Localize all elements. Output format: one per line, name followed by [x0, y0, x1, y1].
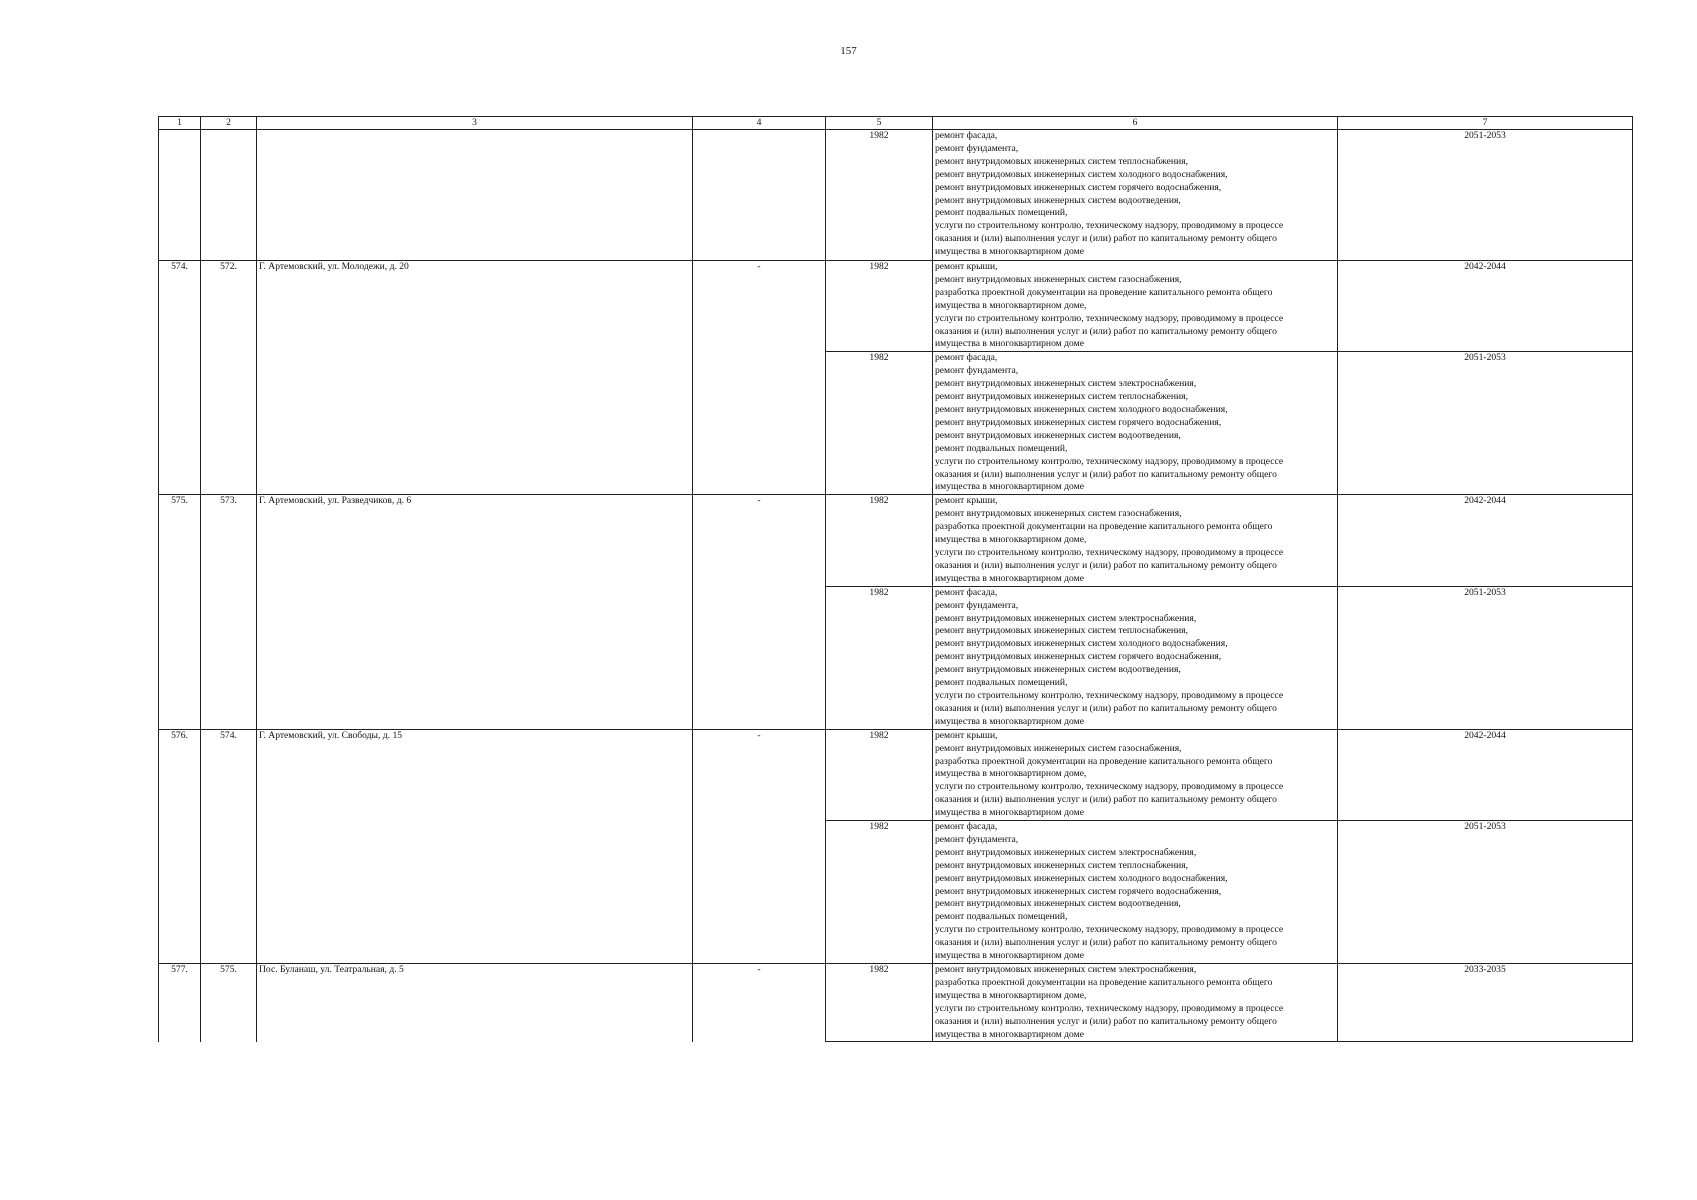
column-4-cell: -	[693, 495, 826, 729]
address-cell	[257, 130, 693, 261]
table-row	[159, 964, 1633, 1042]
period-cell: 2033-2035	[1338, 964, 1633, 1042]
year-cell: 1982	[826, 352, 933, 495]
period-cell: 2051-2053	[1338, 352, 1633, 495]
column-header: 3	[257, 117, 693, 130]
register-number-cell: 575.	[201, 964, 257, 1042]
column-4-cell	[693, 130, 826, 261]
table-row	[159, 729, 1633, 820]
register-number-cell: 573.	[201, 495, 257, 729]
works-cell: ремонт фасада, ремонт фундамента, ремонт внутридомовых инженерных систем электроснабжения, ремонт внутридомовых инженерных систем теплоснабжения, ремонт внутридомовых инженерных систем холодного водоснабжения, ремонт внутридомовых инженерных систем горячего водоснабжения, ремонт внутридомовых инженерных систем водоотведения, ремонт подвальных помещений, услуги по строительному контролю, техническому надзору, проводимому в процессе оказания и (или) выполнения услуг и (или) работ по капитальному ремонту общего имущества в многоквартирном доме	[933, 586, 1338, 729]
column-4-cell: -	[693, 729, 826, 963]
address-cell: Пос. Буланаш, ул. Театральная, д. 5	[257, 964, 693, 1042]
row-number-cell: 574.	[159, 261, 201, 495]
works-cell: ремонт фасада, ремонт фундамента, ремонт внутридомовых инженерных систем электроснабжения, ремонт внутридомовых инженерных систем теплоснабжения, ремонт внутридомовых инженерных систем холодного водоснабжения, ремонт внутридомовых инженерных систем горячего водоснабжения, ремонт внутридомовых инженерных систем водоотведения, ремонт подвальных помещений, услуги по строительному контролю, техническому надзору, проводимому в процессе оказания и (или) выполнения услуг и (или) работ по капитальному ремонту общего имущества в многоквартирном доме	[933, 352, 1338, 495]
column-header: 4	[693, 117, 826, 130]
address-cell: Г. Артемовский, ул. Молодежи, д. 20	[257, 261, 693, 495]
works-cell: ремонт внутридомовых инженерных систем электроснабжения, разработка проектной документации на проведение капитального ремонта общего имущества в многоквартирном доме, услуги по строительному контролю, техническому надзору, проводимому в процессе оказания и (или) выполнения услуг и (или) работ по капитальному ремонту общего имущества в многоквартирном доме	[933, 964, 1338, 1042]
year-cell: 1982	[826, 130, 933, 261]
period-cell: 2042-2044	[1338, 729, 1633, 820]
year-cell: 1982	[826, 586, 933, 729]
column-4-cell: -	[693, 261, 826, 495]
row-number-cell: 577.	[159, 964, 201, 1042]
address-cell: Г. Артемовский, ул. Разведчиков, д. 6	[257, 495, 693, 729]
works-cell: ремонт фасада, ремонт фундамента, ремонт внутридомовых инженерных систем теплоснабжения, ремонт внутридомовых инженерных систем холодного водоснабжения, ремонт внутридомовых инженерных систем горячего водоснабжения, ремонт внутридомовых инженерных систем водоотведения, ремонт подвальных помещений, услуги по строительному контролю, техническому надзору, проводимому в процессе оказания и (или) выполнения услуг и (или) работ по капитальному ремонту общего имущества в многоквартирном доме	[933, 130, 1338, 261]
period-cell: 2051-2053	[1338, 821, 1633, 964]
column-header: 5	[826, 117, 933, 130]
column-header: 7	[1338, 117, 1633, 130]
column-header: 1	[159, 117, 201, 130]
period-cell: 2042-2044	[1338, 495, 1633, 586]
year-cell: 1982	[826, 495, 933, 586]
column-header: 2	[201, 117, 257, 130]
register-number-cell: 574.	[201, 729, 257, 963]
year-cell: 1982	[826, 964, 933, 1042]
period-cell: 2042-2044	[1338, 261, 1633, 352]
repair-schedule-table	[158, 116, 1633, 1042]
works-cell: ремонт крыши, ремонт внутридомовых инженерных систем газоснабжения, разработка проектной документации на проведение капитального ремонта общего имущества в многоквартирном доме, услуги по строительному контролю, техническому надзору, проводимому в процессе оказания и (или) выполнения услуг и (или) работ по капитальному ремонту общего имущества в многоквартирном доме	[933, 495, 1338, 586]
works-cell: ремонт крыши, ремонт внутридомовых инженерных систем газоснабжения, разработка проектной документации на проведение капитального ремонта общего имущества в многоквартирном доме, услуги по строительному контролю, техническому надзору, проводимому в процессе оказания и (или) выполнения услуг и (или) работ по капитальному ремонту общего имущества в многоквартирном доме	[933, 729, 1338, 820]
column-4-cell: -	[693, 964, 826, 1042]
register-number-cell	[201, 130, 257, 261]
row-number-cell	[159, 130, 201, 261]
table-row	[159, 130, 1633, 261]
address-cell: Г. Артемовский, ул. Свободы, д. 15	[257, 729, 693, 963]
row-number-cell: 576.	[159, 729, 201, 963]
period-cell: 2051-2053	[1338, 130, 1633, 261]
year-cell: 1982	[826, 261, 933, 352]
table-row	[159, 495, 1633, 586]
works-cell: ремонт крыши, ремонт внутридомовых инженерных систем газоснабжения, разработка проектной документации на проведение капитального ремонта общего имущества в многоквартирном доме, услуги по строительному контролю, техническому надзору, проводимому в процессе оказания и (или) выполнения услуг и (или) работ по капитальному ремонту общего имущества в многоквартирном доме	[933, 261, 1338, 352]
year-cell: 1982	[826, 729, 933, 820]
column-header: 6	[933, 117, 1338, 130]
year-cell: 1982	[826, 821, 933, 964]
register-number-cell: 572.	[201, 261, 257, 495]
table-row	[159, 261, 1633, 352]
works-cell: ремонт фасада, ремонт фундамента, ремонт внутридомовых инженерных систем электроснабжения, ремонт внутридомовых инженерных систем теплоснабжения, ремонт внутридомовых инженерных систем холодного водоснабжения, ремонт внутридомовых инженерных систем горячего водоснабжения, ремонт внутридомовых инженерных систем водоотведения, ремонт подвальных помещений, услуги по строительному контролю, техническому надзору, проводимому в процессе оказания и (или) выполнения услуг и (или) работ по капитальному ремонту общего имущества в многоквартирном доме	[933, 821, 1338, 964]
page-number: 157	[840, 45, 857, 57]
column-number-row	[159, 117, 1633, 130]
row-number-cell: 575.	[159, 495, 201, 729]
period-cell: 2051-2053	[1338, 586, 1633, 729]
